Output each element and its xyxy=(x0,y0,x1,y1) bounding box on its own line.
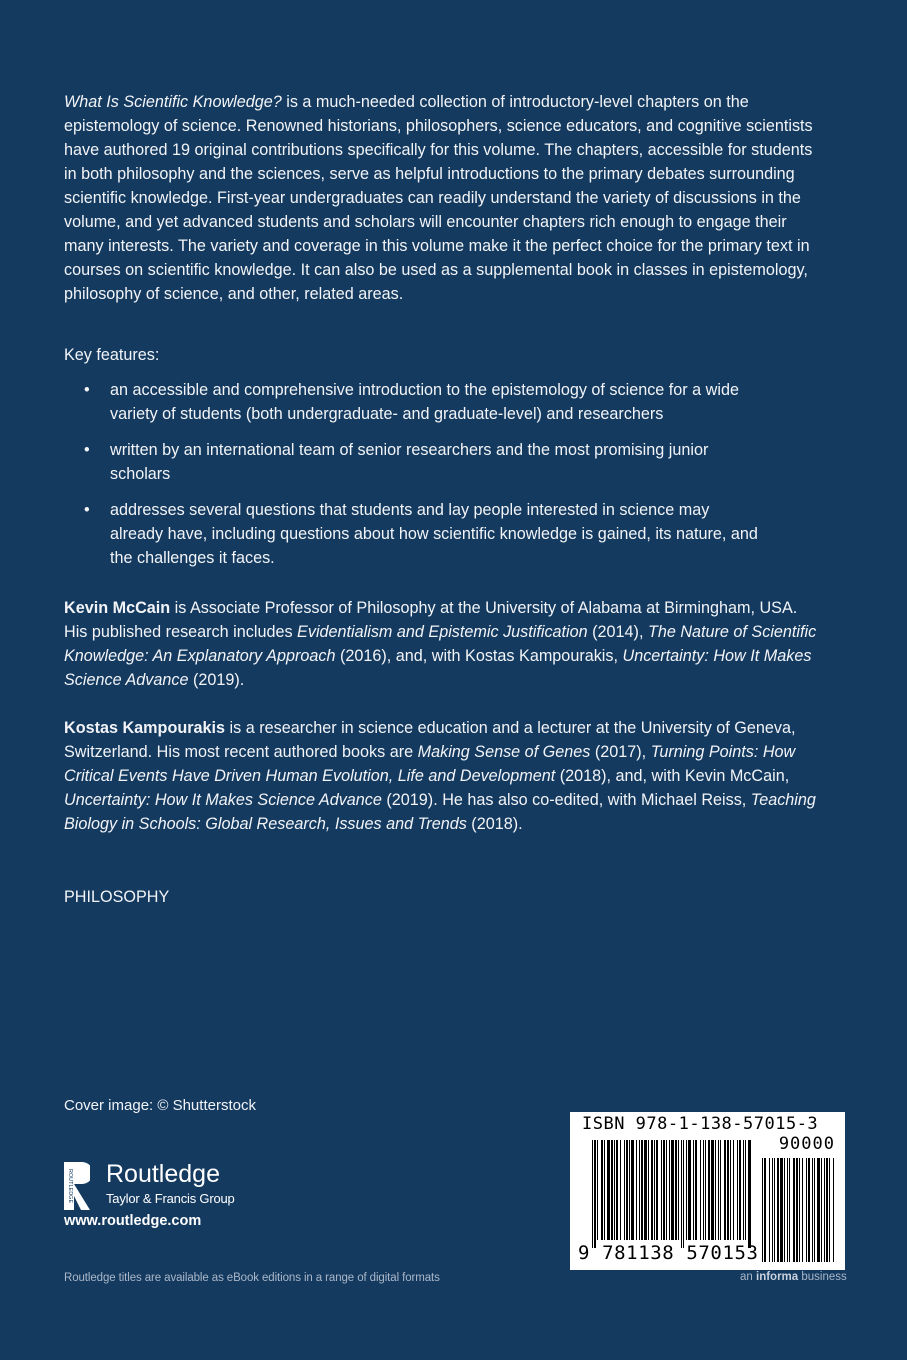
addon-bar xyxy=(784,1158,785,1262)
barcode-bar xyxy=(631,1140,634,1240)
barcode-bar xyxy=(604,1140,605,1240)
barcode-bar xyxy=(730,1140,731,1240)
barcode-bar xyxy=(705,1140,706,1240)
barcode-bar xyxy=(663,1140,665,1240)
publisher-url: www.routledge.com xyxy=(64,1213,202,1229)
barcode-bar xyxy=(737,1140,738,1240)
bio-text: (2014), xyxy=(587,623,648,641)
author-bio-kampourakis xyxy=(64,716,824,836)
barcode-bar xyxy=(669,1140,670,1240)
barcode-bar xyxy=(651,1140,653,1240)
addon-bar xyxy=(772,1158,773,1262)
book-description xyxy=(64,90,824,306)
bullet-icon: • xyxy=(84,441,90,459)
feature-text: written by an international team of senior researchers and the most promising junior scholars xyxy=(110,441,709,483)
list-item xyxy=(64,378,764,426)
barcode-bar xyxy=(607,1140,610,1240)
barcode-bar xyxy=(743,1140,744,1240)
bullet-icon: • xyxy=(84,501,90,519)
publisher-name: Routledge xyxy=(106,1160,220,1188)
barcode-bar xyxy=(711,1140,714,1240)
addon-bar xyxy=(777,1158,779,1262)
cover-credit: Cover image: © Shutterstock xyxy=(64,1097,256,1114)
bio-text: (2018), and, with Kevin McCain, xyxy=(555,767,790,785)
barcode-bar xyxy=(724,1140,726,1240)
bio-text: is Associate Professor of Philosophy at the University of Alabama at Birmingham, USA. His published research includes xyxy=(64,599,798,641)
addon-bar xyxy=(817,1158,820,1262)
addon-bar xyxy=(812,1158,813,1262)
addon-bar xyxy=(796,1158,798,1262)
barcode-bar xyxy=(654,1140,655,1240)
barcode-bar xyxy=(703,1140,704,1240)
barcode-bar xyxy=(594,1140,596,1248)
bio-text: (2018). xyxy=(466,815,523,833)
barcode-bar xyxy=(644,1140,647,1240)
book-title: What Is Scientific Knowledge? xyxy=(64,93,282,111)
publisher-group: Taylor & Francis Group xyxy=(106,1191,235,1206)
barcode-bar xyxy=(648,1140,649,1240)
addon-bar xyxy=(814,1158,815,1262)
barcode-bar xyxy=(683,1140,684,1248)
addon-bar xyxy=(764,1158,766,1262)
barcode-bar xyxy=(708,1140,710,1240)
book-ref: Teaching Biology in Schools: Global Research, Issues and Trends xyxy=(64,791,816,833)
bullet-icon: • xyxy=(84,381,90,399)
barcode-bar xyxy=(745,1140,746,1240)
barcode-bar xyxy=(678,1140,679,1240)
addon-bar xyxy=(769,1158,770,1262)
feature-text: addresses several questions that students and lay people interested in science may already have, including questions about how scientific knowledge is gained, its nature, and the challenges it faces. xyxy=(110,501,758,567)
book-ref: Uncertainty: How It Makes Science Advance xyxy=(64,791,382,809)
book-ref: The Nature of Scientific Knowledge: An Explanatory Approach xyxy=(64,623,817,665)
barcode-bar xyxy=(681,1140,682,1248)
addon-bar xyxy=(802,1158,803,1262)
book-ref: Evidentialism and Epistemic Justification xyxy=(297,623,588,641)
barcode-bar xyxy=(629,1140,630,1240)
list-item xyxy=(64,498,764,570)
barcode-bar xyxy=(739,1140,741,1240)
isbn-barcode xyxy=(570,1112,845,1270)
author-bio-mccain xyxy=(64,596,824,692)
informa-suffix: business xyxy=(798,1271,847,1283)
addon-bar xyxy=(821,1158,822,1262)
barcode-bar xyxy=(620,1140,621,1240)
barcode-bar xyxy=(715,1140,716,1240)
bio-text: (2019). He has also co-edited, with Michael Reiss, xyxy=(381,791,751,809)
logo-mark-text: ROUTLEDGE xyxy=(67,1168,73,1204)
routledge-mark-icon xyxy=(64,1162,90,1210)
list-item xyxy=(64,438,764,486)
author-name: Kostas Kampourakis xyxy=(64,719,226,737)
subject-category: PHILOSOPHY xyxy=(64,888,170,906)
barcode-bar xyxy=(720,1140,721,1240)
barcode-bar xyxy=(671,1140,674,1240)
barcode-bar xyxy=(666,1140,667,1240)
addon-bar xyxy=(762,1158,763,1262)
key-features-heading: Key features: xyxy=(64,346,160,364)
barcode-bar xyxy=(727,1140,729,1240)
barcode-bar xyxy=(611,1140,613,1240)
ebook-note: Routledge titles are available as eBook editions in a range of digital formats xyxy=(64,1272,440,1284)
barcode-bar xyxy=(624,1140,625,1240)
addon-bar xyxy=(826,1158,828,1262)
barcode-bar xyxy=(641,1140,643,1240)
feature-text: an accessible and comprehensive introduction to the epistemology of science for a wide variety of students (both undergraduate- and graduate-level) and researchers xyxy=(110,381,739,423)
bio-text: (2016), and, with Kostas Kampourakis, xyxy=(335,647,623,665)
addon-bar xyxy=(780,1158,783,1262)
addon-bar xyxy=(829,1158,830,1262)
informa-business-tag xyxy=(740,1271,847,1283)
informa-brand: informa xyxy=(756,1271,799,1283)
barcode-bar xyxy=(616,1140,618,1240)
book-ref: Turning Points: How Critical Events Have Driven Human Evolution, Life and Development xyxy=(64,743,796,785)
barcode-bar xyxy=(686,1140,687,1240)
key-features-list xyxy=(64,378,764,582)
barcode-bar xyxy=(592,1140,593,1248)
bio-text: (2017), xyxy=(590,743,651,761)
addon-bar xyxy=(793,1158,795,1262)
barcode-bar xyxy=(656,1140,658,1240)
book-ref: Uncertainty: How It Makes Science Advance xyxy=(64,647,812,689)
barcode-bar xyxy=(601,1140,603,1240)
bio-text: (2019). xyxy=(188,671,245,689)
barcode-bar xyxy=(661,1140,662,1240)
publisher-logo xyxy=(64,1158,304,1228)
barcode-bar xyxy=(733,1140,734,1240)
barcode-bar xyxy=(626,1140,628,1240)
addon-bar xyxy=(824,1158,825,1262)
barcode-bar xyxy=(688,1140,691,1240)
addon-bar xyxy=(787,1158,788,1262)
barcode-bar xyxy=(748,1140,751,1248)
description-body: is a much-needed collection of introductory-level chapters on the epistemology of science. Renowned historians, philosophers, science educators, and cognitive scientists have authored 19 original contributions specifically for this volume. The chapters, accessible for students in both philosophy and the sciences, serve as helpful introductions to the primary debates surrounding scientific knowledge. First-year undergraduates can readily understand the variety of discussions in the volume, and yet advanced students and scholars will encounter chapters rich enough to engage their many interests. The variety and coverage in this volume make it the perfect choice for the primary text in courses on scientific knowledge. It can also be used as a supplemental book in classes in epistemology, philosophy of science, and other, related areas. xyxy=(64,93,813,303)
addon-bar xyxy=(799,1158,800,1262)
barcode-bar xyxy=(614,1140,615,1240)
book-ref: Making Sense of Genes xyxy=(417,743,591,761)
barcode-bar xyxy=(675,1140,677,1240)
addon-bar xyxy=(774,1158,775,1262)
addon-bar xyxy=(806,1158,807,1262)
barcode-bar xyxy=(636,1140,637,1240)
barcode-bar xyxy=(718,1140,719,1240)
addon-bar xyxy=(789,1158,790,1262)
barcode-bar xyxy=(597,1140,598,1240)
author-name: Kevin McCain xyxy=(64,599,171,617)
addon-bar xyxy=(833,1158,834,1262)
bio-text: is a researcher in science education and a lecturer at the University of Geneva, Switzerland. His most recent authored books are xyxy=(64,719,796,761)
barcode-bar xyxy=(700,1140,701,1240)
isbn-number: ISBN 978-1-138-57015-3 xyxy=(582,1114,819,1134)
barcode-bar xyxy=(639,1140,640,1240)
price-addon-digits: 90000 xyxy=(778,1134,835,1154)
informa-prefix: an xyxy=(740,1271,756,1283)
barcode-bar xyxy=(695,1140,697,1240)
ean-digits: 9 781138 570153 xyxy=(578,1242,759,1264)
barcode-bar xyxy=(693,1140,694,1240)
addon-bar xyxy=(808,1158,810,1262)
